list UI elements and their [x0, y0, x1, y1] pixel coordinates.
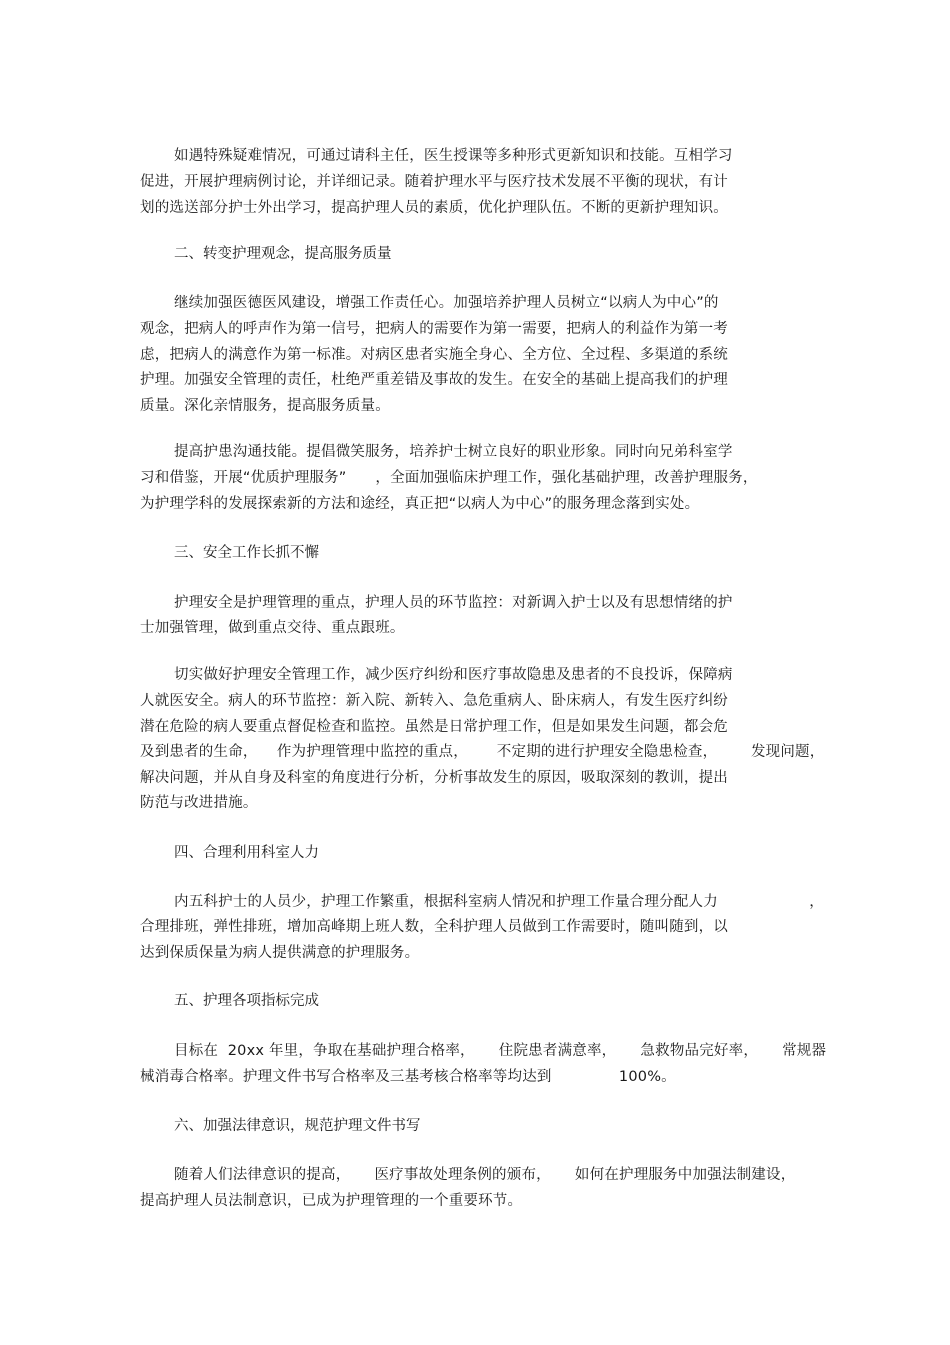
section-heading-3: 三、安全工作长抓不懈: [174, 545, 319, 561]
section-heading-4: 四、合理利用科室人力: [174, 845, 319, 861]
paragraph-5-line-6: 防范与改进措施。: [140, 795, 258, 811]
paragraph-6-line-1: 内五科护士的人员少，护理工作繁重，根据科室病人情况和护理工作量合理分配人力 ，: [174, 894, 824, 910]
section-heading-2: 二、转变护理观念，提高服务质量: [174, 246, 392, 262]
paragraph-7-line-2: 械消毒合格率。护理文件书写合格率及三基考核合格率等均达到 100%。: [140, 1069, 676, 1085]
paragraph-8-line-2: 提高护理人员法制意识，已成为护理管理的一个重要环节。: [140, 1193, 523, 1209]
paragraph-5-line-4: 及到患者的生命， 作为护理管理中监控的重点， 不定期的进行护理安全隐患检查， 发现问题，: [140, 744, 825, 760]
paragraph-2-line-3: 虑，把病人的满意作为第一标准。对病区患者实施全身心、全方位、全过程、多渠道的系统: [140, 347, 728, 363]
section-heading-6: 六、加强法律意识，规范护理文件书写: [174, 1118, 421, 1134]
section-heading-5: 五、护理各项指标完成: [174, 993, 319, 1009]
paragraph-8-line-1: 随着人们法律意识的提高， 医疗事故处理条例的颁布， 如何在护理服务中加强法制建设，: [174, 1167, 796, 1183]
paragraph-1-line-1: 如遇特殊疑难情况，可通过请科主任，医生授课等多种形式更新知识和技能。互相学习: [174, 148, 733, 164]
paragraph-5-line-5: 解决问题，并从自身及科室的角度进行分析，分析事故发生的原因，吸取深刻的教训，提出: [140, 770, 728, 786]
paragraph-6-line-3: 达到保质保量为病人提供满意的护理服务。: [140, 945, 420, 961]
paragraph-3-line-2: 习和借鉴，开展“优质护理服务” ，全面加强临床护理工作，强化基础护理，改善护理服务，: [140, 470, 758, 486]
paragraph-2-line-1: 继续加强医德医风建设，增强工作责任心。加强培养护理人员树立“以病人为中心”的: [174, 295, 719, 311]
paragraph-3-line-3: 为护理学科的发展探索新的方法和途经，真正把“以病人为中心”的服务理念落到实处。: [140, 496, 700, 512]
paragraph-2-line-4: 护理。加强安全管理的责任，杜绝严重差错及事故的发生。在安全的基础上提高我们的护理: [140, 372, 728, 388]
paragraph-5-line-1: 切实做好护理安全管理工作，减少医疗纠纷和医疗事故隐患及患者的不良投诉，保障病: [174, 667, 733, 683]
paragraph-2-line-5: 质量。深化亲情服务，提高服务质量。: [140, 398, 390, 414]
paragraph-6-line-2: 合理排班，弹性排班，增加高峰期上班人数，全科护理人员做到工作需要时，随叫随到，以: [140, 919, 728, 935]
paragraph-2-line-2: 观念，把病人的呼声作为第一信号，把病人的需要作为第一需要，把病人的利益作为第一考: [140, 321, 728, 337]
paragraph-1-line-3: 划的选送部分护士外出学习，提高护理人员的素质，优化护理队伍。不断的更新护理知识。: [140, 200, 728, 216]
paragraph-4-line-2: 士加强管理，做到重点交待、重点跟班。: [140, 620, 405, 636]
paragraph-1-line-2: 促进，开展护理病例讨论，并详细记录。随着护理水平与医疗技术发展不平衡的现状，有计: [140, 174, 728, 190]
paragraph-5-line-2: 人就医安全。病人的环节监控：新入院、新转入、急危重病人、卧床病人，有发生医疗纠纷: [140, 693, 728, 709]
paragraph-7-line-1: 目标在 20xx 年里，争取在基础护理合格率， 住院患者满意率， 急救物品完好率， 常规器: [174, 1043, 827, 1059]
paragraph-5-line-3: 潜在危险的病人要重点督促检查和监控。虽然是日常护理工作，但是如果发生问题，都会危: [140, 719, 728, 735]
paragraph-3-line-1: 提高护患沟通技能。提倡微笑服务，培养护士树立良好的职业形象。同时向兄弟科室学: [174, 444, 733, 460]
paragraph-4-line-1: 护理安全是护理管理的重点，护理人员的环节监控：对新调入护士以及有思想情绪的护: [174, 595, 733, 611]
